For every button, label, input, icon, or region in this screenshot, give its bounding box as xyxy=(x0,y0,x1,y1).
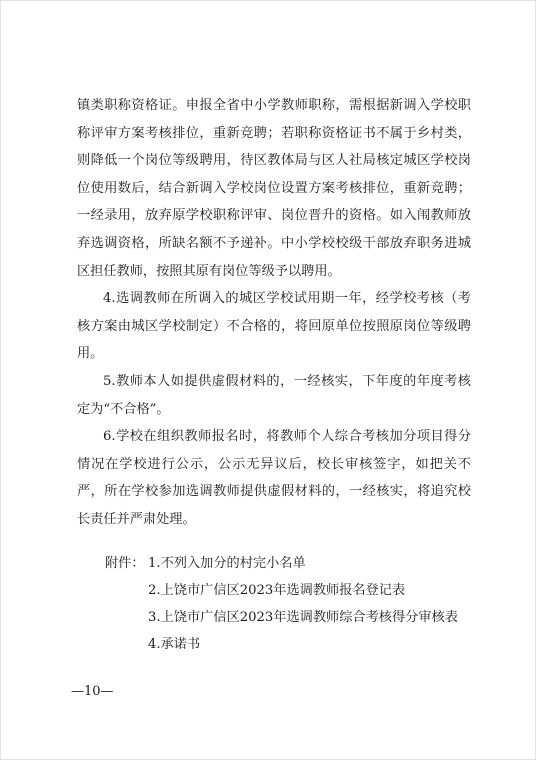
attachments-list xyxy=(105,550,505,658)
paragraph-item-5: 5.教师本人如提供虚假材料的，一经核实，下年度的年度考核定为“不合格”。 xyxy=(77,373,471,417)
attachment-row xyxy=(105,631,505,658)
body-text xyxy=(77,92,471,534)
attachment-item: 2.上饶市广信区2023年选调教师报名登记表 xyxy=(148,583,406,598)
attachment-item: 4.承诺书 xyxy=(148,637,201,652)
attachment-row xyxy=(105,577,505,604)
attachment-row xyxy=(105,550,505,577)
attachment-item: 1.不列入加分的村完小名单 xyxy=(148,556,306,571)
attachment-item: 3.上饶市广信区2023年选调教师综合考核得分审核表 xyxy=(148,610,458,625)
attachments-label: 附件： xyxy=(105,556,145,571)
paragraph-item-4: 4.选调教师在所调入的城区学校试用期一年，经学校考核（考核方案由城区学校制定）不合格的，将回原单位按照原岗位等级聘用。 xyxy=(77,291,471,362)
page-number: —10— xyxy=(71,684,114,699)
paragraph-continuation: 镇类职称资格证。申报全省中小学教师职称，需根据新调入学校职称评审方案考核排位，重新竞聘；若职称资格证书不属于乡村类，则降低一个岗位等级聘用，待区教体局与区人社局核定城区学校岗位使用数后，结合新调入学校岗位设置方案考核排位，重新竞聘；一经录用，放弃原学校职称评审、岗位晋升的资格。如入闱教师放弃选调资格，所缺名额不予递补。中小学校校级干部放弃职务进城区担任教师，按照其原有岗位等级予以聘用。 xyxy=(77,98,471,279)
attachment-row xyxy=(105,604,505,631)
paragraph-item-6: 6.学校在组织教师报名时，将教师个人综合考核加分项目得分情况在学校进行公示，公示无异议后，校长审核签字，如把关不严，所在学校参加选调教师提供虚假材料的，一经核实，将追究校长责任并严肃处理。 xyxy=(77,429,471,527)
